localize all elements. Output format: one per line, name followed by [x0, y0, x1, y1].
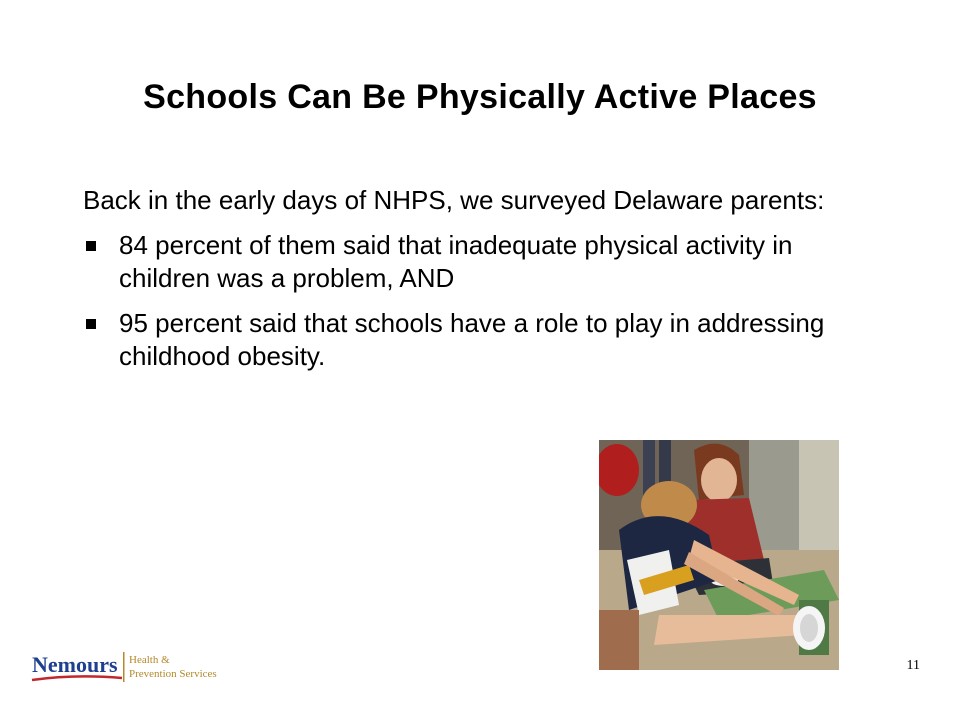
- intro-paragraph: Back in the early days of NHPS, we surveyed Delaware parents:: [83, 185, 825, 215]
- bullet-text: 95 percent said that schools have a role to play in addressing childhood obesity.: [119, 308, 825, 371]
- stretching-children-image: [599, 440, 839, 670]
- bullet-item: [83, 229, 863, 295]
- square-bullet-icon: [86, 241, 96, 251]
- logo-division-line2: Prevention Services: [129, 668, 217, 680]
- classroom-photo: [599, 440, 839, 670]
- bullet-text: 84 percent of them said that inadequate physical activity in children was a problem, AND: [119, 230, 793, 293]
- bullet-item: [83, 307, 863, 373]
- slide-body: [83, 184, 863, 385]
- logo-division-line1: Health &: [129, 654, 170, 666]
- nemours-logo: [30, 648, 230, 688]
- slide-title: Schools Can Be Physically Active Places: [143, 78, 817, 116]
- page-number: 11: [906, 658, 920, 673]
- square-bullet-icon: [86, 319, 96, 329]
- logo-wordmark: Nemours: [32, 652, 118, 677]
- nemours-logo-mark: [30, 648, 230, 688]
